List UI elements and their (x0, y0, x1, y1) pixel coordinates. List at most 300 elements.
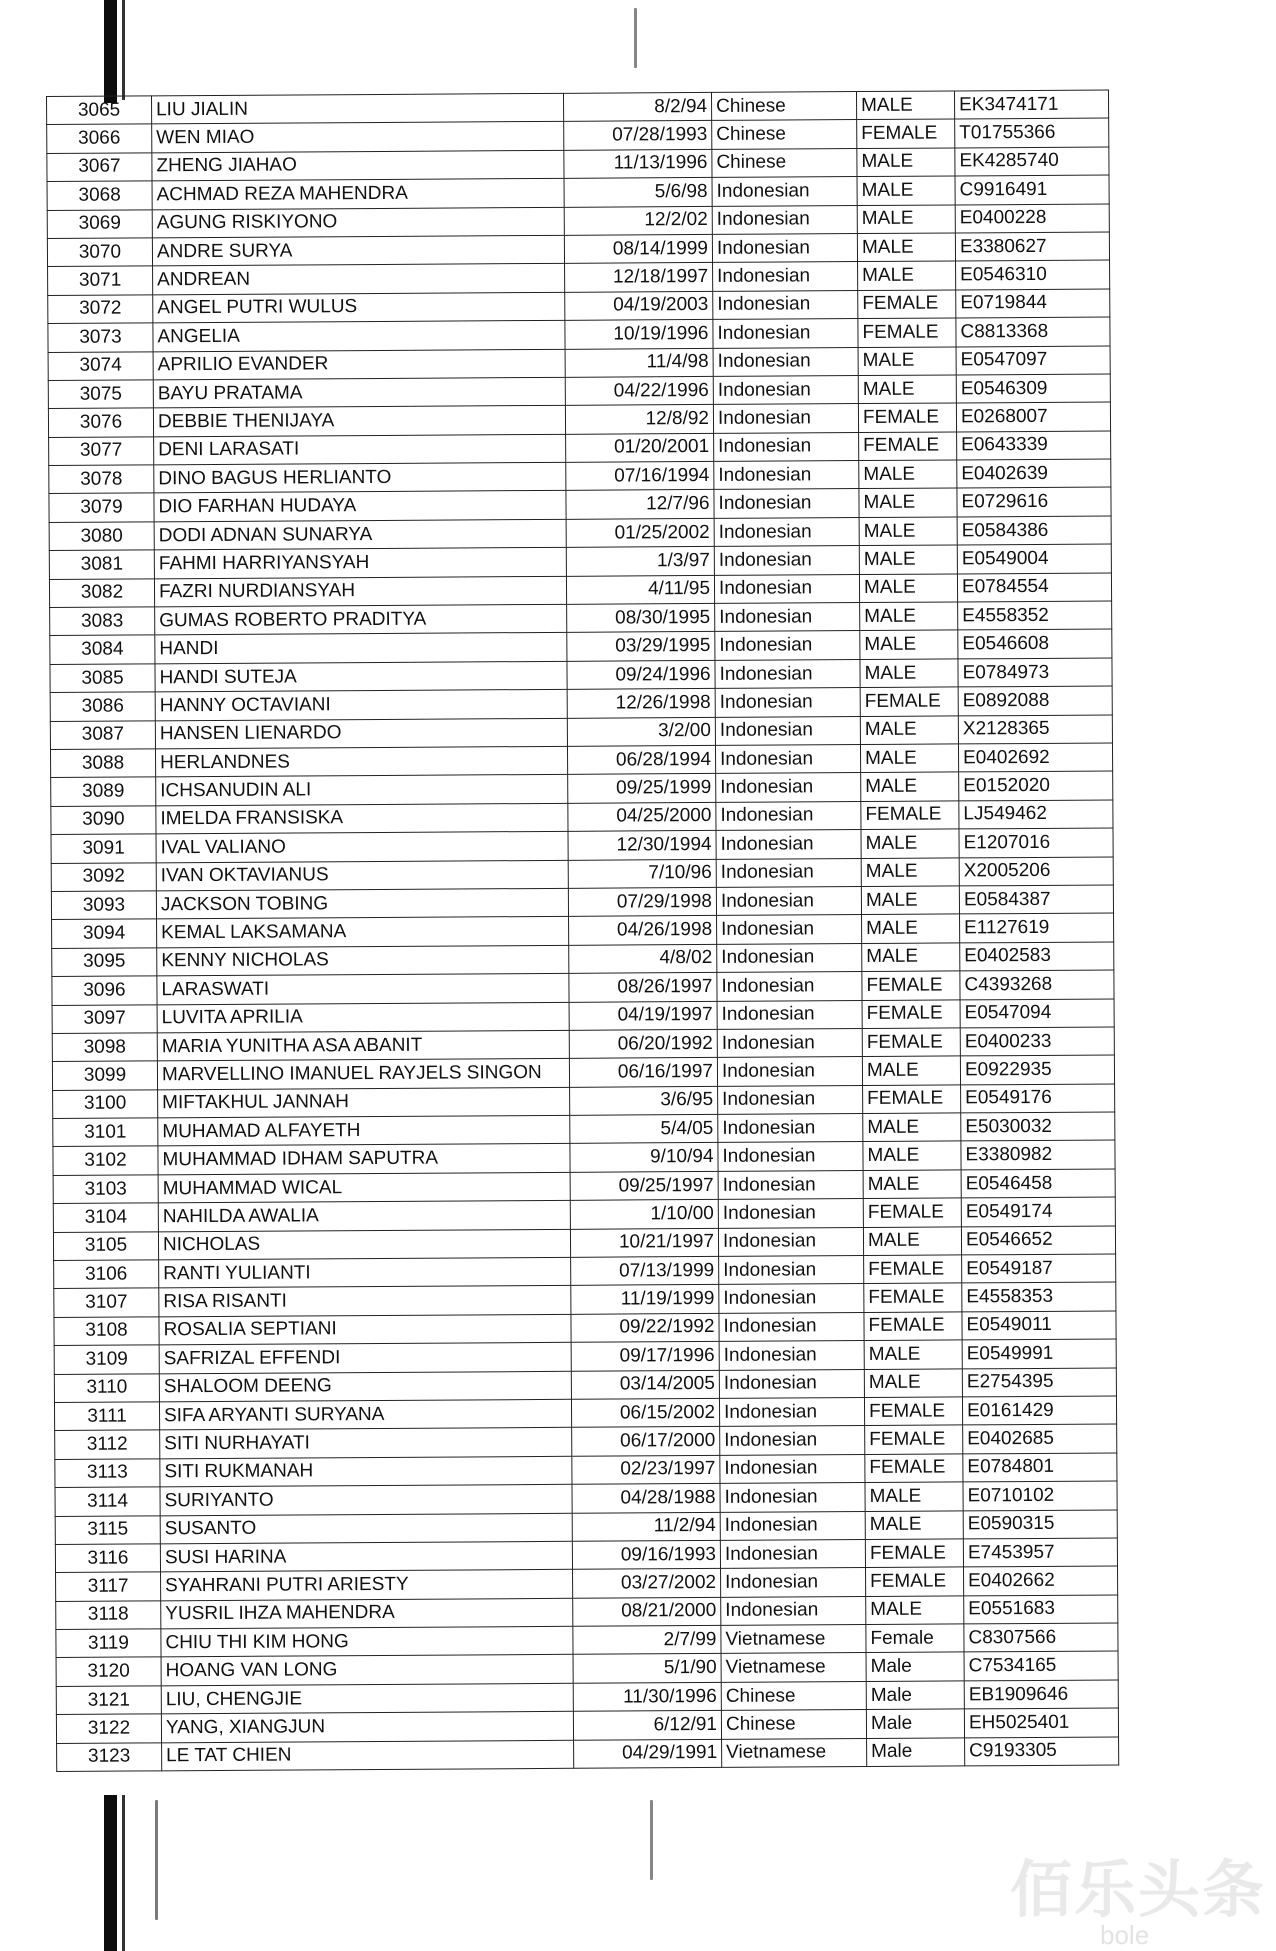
full-name-cell: FAHMI HARRIYANSYAH (154, 548, 566, 579)
full-name-cell: RANTI YULIANTI (159, 1257, 571, 1288)
date-of-birth-cell: 06/17/2000 (572, 1427, 720, 1456)
nationality-cell: Indonesian (716, 830, 861, 859)
row-number-cell: 3085 (50, 664, 155, 693)
passport-number-cell: E0547097 (956, 346, 1110, 375)
sex-cell: MALE (857, 233, 955, 262)
full-name-cell: KEMAL LAKSAMANA (157, 917, 569, 948)
passport-number-cell: EB1909646 (964, 1680, 1118, 1709)
date-of-birth-cell: 09/25/1999 (568, 774, 716, 803)
passport-number-cell: E0549011 (962, 1311, 1116, 1340)
passport-number-cell: E0922935 (960, 1055, 1114, 1084)
nationality-cell: Vietnamese (721, 1625, 866, 1654)
date-of-birth-cell: 06/20/1992 (569, 1029, 717, 1058)
passport-number-cell: E7453957 (963, 1538, 1117, 1567)
date-of-birth-cell: 1/10/00 (570, 1200, 718, 1229)
row-number-cell: 3109 (54, 1345, 159, 1374)
full-name-cell: NAHILDA AWALIA (158, 1201, 570, 1232)
full-name-cell: YANG, XIANGJUN (161, 1712, 573, 1743)
sex-cell: FEMALE (862, 971, 960, 1000)
row-number-cell: 3108 (54, 1317, 159, 1346)
date-of-birth-cell: 07/16/1994 (566, 462, 714, 491)
full-name-cell: SAFRIZAL EFFENDI (159, 1343, 571, 1374)
full-name-cell: AGUNG RISKIYONO (152, 207, 564, 238)
nationality-cell: Indonesian (714, 461, 859, 490)
sex-cell: MALE (856, 91, 954, 120)
date-of-birth-cell: 3/2/00 (567, 717, 715, 746)
full-name-cell: JACKSON TOBING (156, 888, 568, 919)
nationality-cell: Indonesian (717, 1028, 862, 1057)
full-name-cell: LUVITA APRILIA (157, 1002, 569, 1033)
row-number-cell: 3074 (48, 351, 153, 380)
nationality-cell: Indonesian (719, 1312, 864, 1341)
date-of-birth-cell: 10/19/1996 (565, 320, 713, 349)
row-number-cell: 3069 (47, 209, 152, 238)
roster-body (47, 90, 1119, 1772)
nationality-cell: Indonesian (718, 1227, 863, 1256)
watermark-logo-url: bole (1100, 1920, 1150, 1950)
nationality-cell: Indonesian (719, 1397, 864, 1426)
sex-cell: MALE (860, 659, 958, 688)
nationality-cell: Chinese (711, 92, 856, 121)
sex-cell: FEMALE (862, 999, 960, 1028)
full-name-cell: FAZRI NURDIANSYAH (154, 576, 566, 607)
row-number-cell: 3120 (56, 1657, 161, 1686)
passport-number-cell: X2005206 (959, 857, 1113, 886)
row-number-cell: 3071 (48, 266, 153, 295)
full-name-cell: ACHMAD REZA MAHENDRA (152, 179, 564, 210)
sex-cell: MALE (863, 1113, 961, 1142)
row-number-cell: 3110 (54, 1373, 159, 1402)
sex-cell: MALE (859, 545, 957, 574)
row-number-cell: 3103 (53, 1175, 158, 1204)
nationality-cell: Indonesian (720, 1539, 865, 1568)
date-of-birth-cell: 04/29/1991 (574, 1739, 722, 1768)
date-of-birth-cell: 03/27/2002 (573, 1569, 721, 1598)
sex-cell: FEMALE (863, 1198, 961, 1227)
passport-number-cell: C9916491 (955, 175, 1109, 204)
full-name-cell: ANGELIA (153, 320, 565, 351)
sex-cell: MALE (863, 1227, 961, 1256)
passport-number-cell: E1127619 (960, 913, 1114, 942)
row-number-cell: 3084 (50, 635, 155, 664)
passport-number-cell: EK3474171 (954, 90, 1108, 119)
row-number-cell: 3106 (54, 1260, 159, 1289)
passport-number-cell: T01755366 (955, 118, 1109, 147)
nationality-cell: Indonesian (713, 375, 858, 404)
full-name-cell: SUSI HARINA (160, 1541, 572, 1572)
full-name-cell: MARIA YUNITHA ASA ABANIT (157, 1030, 569, 1061)
passport-number-cell: E0402662 (964, 1566, 1118, 1595)
row-number-cell: 3066 (47, 124, 152, 153)
row-number-cell: 3097 (52, 1004, 157, 1033)
sex-cell: MALE (864, 1369, 962, 1398)
full-name-cell: DEBBIE THENIJAYA (153, 406, 565, 437)
date-of-birth-cell: 06/16/1997 (569, 1058, 717, 1087)
nationality-cell: Indonesian (713, 290, 858, 319)
sex-cell: MALE (857, 148, 955, 177)
row-number-cell: 3082 (49, 578, 154, 607)
row-number-cell: 3112 (55, 1430, 160, 1459)
passport-number-cell: E0402692 (958, 743, 1112, 772)
passport-number-cell: E0549176 (961, 1084, 1115, 1113)
row-number-cell: 3092 (51, 862, 156, 891)
sex-cell: FEMALE (864, 1312, 962, 1341)
row-number-cell: 3073 (48, 323, 153, 352)
nationality-cell: Chinese (712, 148, 857, 177)
date-of-birth-cell: 09/17/1996 (571, 1342, 719, 1371)
sex-cell: MALE (861, 857, 959, 886)
full-name-cell: MUHAMMAD WICAL (158, 1172, 570, 1203)
passport-number-cell: C7534165 (964, 1651, 1118, 1680)
sex-cell: FEMALE (857, 119, 955, 148)
passport-number-cell: E0549174 (961, 1197, 1115, 1226)
nationality-cell: Chinese (721, 1681, 866, 1710)
date-of-birth-cell: 9/10/94 (570, 1143, 718, 1172)
full-name-cell: DODI ADNAN SUNARYA (154, 519, 566, 550)
sex-cell: MALE (859, 574, 957, 603)
sex-cell: FEMALE (864, 1283, 962, 1312)
sex-cell: FEMALE (860, 687, 958, 716)
row-number-cell: 3122 (56, 1714, 161, 1743)
row-number-cell: 3093 (51, 891, 156, 920)
sex-cell: MALE (860, 630, 958, 659)
date-of-birth-cell: 11/4/98 (565, 348, 713, 377)
full-name-cell: ANGEL PUTRI WULUS (153, 292, 565, 323)
nationality-cell: Indonesian (717, 915, 862, 944)
row-number-cell: 3080 (49, 522, 154, 551)
full-name-cell: IMELDA FRANSISKA (156, 803, 568, 834)
full-name-cell: HANDI (155, 633, 567, 664)
full-name-cell: ANDRE SURYA (152, 235, 564, 266)
full-name-cell: IVAL VALIANO (156, 831, 568, 862)
row-number-cell: 3068 (47, 181, 152, 210)
full-name-cell: ROSALIA SEPTIANI (159, 1314, 571, 1345)
sex-cell: FEMALE (865, 1454, 963, 1483)
table-row (57, 1737, 1119, 1772)
nationality-cell: Vietnamese (721, 1653, 866, 1682)
nationality-cell: Indonesian (718, 1114, 863, 1143)
sex-cell: MALE (858, 375, 956, 404)
sex-cell: MALE (857, 205, 955, 234)
full-name-cell: DINO BAGUS HERLIANTO (154, 462, 566, 493)
sex-cell: MALE (863, 1141, 961, 1170)
date-of-birth-cell: 4/8/02 (569, 944, 717, 973)
row-number-cell: 3119 (56, 1629, 161, 1658)
passport-number-cell: E0729616 (957, 487, 1111, 516)
full-name-cell: KENNY NICHOLAS (157, 945, 569, 976)
nationality-cell: Indonesian (715, 631, 860, 660)
date-of-birth-cell: 12/2/02 (564, 206, 712, 235)
passport-number-cell: E0584386 (957, 516, 1111, 545)
date-of-birth-cell: 09/24/1996 (567, 660, 715, 689)
passport-number-cell: E4558353 (962, 1282, 1116, 1311)
nationality-cell: Indonesian (716, 773, 861, 802)
row-number-cell: 3118 (56, 1601, 161, 1630)
sex-cell: FEMALE (866, 1567, 964, 1596)
sex-cell: MALE (865, 1482, 963, 1511)
sex-cell: MALE (866, 1596, 964, 1625)
sex-cell: FEMALE (862, 1028, 960, 1057)
row-number-cell: 3079 (49, 493, 154, 522)
nationality-cell: Indonesian (714, 489, 859, 518)
nationality-cell: Indonesian (719, 1369, 864, 1398)
nationality-cell: Indonesian (714, 546, 859, 575)
sex-cell: Female (866, 1624, 964, 1653)
row-number-cell: 3123 (57, 1742, 162, 1771)
nationality-cell: Indonesian (717, 972, 862, 1001)
row-number-cell: 3072 (48, 295, 153, 324)
passport-number-cell: EH5025401 (964, 1708, 1118, 1737)
row-number-cell: 3086 (50, 692, 155, 721)
nationality-cell: Indonesian (716, 801, 861, 830)
passport-number-cell: E0402685 (963, 1424, 1117, 1453)
passport-number-cell: C9193305 (965, 1737, 1119, 1766)
row-number-cell: 3104 (53, 1203, 158, 1232)
nationality-cell: Indonesian (718, 1199, 863, 1228)
nationality-cell: Indonesian (721, 1568, 866, 1597)
nationality-cell: Chinese (712, 120, 857, 149)
date-of-birth-cell: 02/23/1997 (572, 1455, 720, 1484)
full-name-cell: LIU, CHENGJIE (161, 1683, 573, 1714)
passport-number-cell: E0710102 (963, 1481, 1117, 1510)
date-of-birth-cell: 03/29/1995 (567, 632, 715, 661)
row-number-cell: 3111 (54, 1402, 159, 1431)
passport-number-cell: E0400233 (960, 1027, 1114, 1056)
date-of-birth-cell: 11/30/1996 (573, 1682, 721, 1711)
date-of-birth-cell: 12/18/1997 (565, 263, 713, 292)
full-name-cell: HOANG VAN LONG (161, 1655, 573, 1686)
row-number-cell: 3098 (52, 1033, 157, 1062)
date-of-birth-cell: 04/26/1998 (569, 916, 717, 945)
date-of-birth-cell: 1/3/97 (566, 547, 714, 576)
date-of-birth-cell: 12/26/1998 (567, 689, 715, 718)
row-number-cell: 3077 (49, 437, 154, 466)
full-name-cell: ICHSANUDIN ALI (156, 775, 568, 806)
date-of-birth-cell: 11/13/1996 (564, 149, 712, 178)
full-name-cell: MARVELLINO IMANUEL RAYJELS SINGON (157, 1059, 569, 1090)
sex-cell: MALE (859, 517, 957, 546)
passport-number-cell: E0547094 (960, 998, 1114, 1027)
date-of-birth-cell: 7/10/96 (568, 859, 716, 888)
nationality-cell: Indonesian (718, 1170, 863, 1199)
sex-cell: FEMALE (865, 1539, 963, 1568)
passport-number-cell: E5030032 (961, 1112, 1115, 1141)
full-name-cell: SUSANTO (160, 1513, 572, 1544)
full-name-cell: YUSRIL IHZA MAHENDRA (161, 1598, 573, 1629)
sex-cell: FEMALE (865, 1425, 963, 1454)
nationality-cell: Indonesian (717, 1057, 862, 1086)
passport-number-cell: E0584387 (959, 885, 1113, 914)
passport-number-cell: E0546309 (956, 374, 1110, 403)
date-of-birth-cell: 07/13/1999 (571, 1256, 719, 1285)
nationality-cell: Indonesian (715, 745, 860, 774)
nationality-cell: Indonesian (714, 432, 859, 461)
date-of-birth-cell: 07/28/1993 (564, 121, 712, 150)
scan-speck (634, 8, 637, 68)
full-name-cell: SITI NURHAYATI (160, 1428, 572, 1459)
passport-number-cell: E0643339 (957, 431, 1111, 460)
sex-cell: MALE (859, 488, 957, 517)
sex-cell: MALE (861, 772, 959, 801)
nationality-cell: Vietnamese (722, 1738, 867, 1767)
full-name-cell: APRILIO EVANDER (153, 349, 565, 380)
passport-number-cell: E0551683 (964, 1595, 1118, 1624)
passenger-roster-table (46, 90, 1119, 1773)
sex-cell: FEMALE (864, 1397, 962, 1426)
passport-number-cell: E0590315 (963, 1510, 1117, 1539)
date-of-birth-cell: 2/7/99 (573, 1625, 721, 1654)
nationality-cell: Indonesian (720, 1454, 865, 1483)
full-name-cell: SHALOOM DEENG (159, 1371, 571, 1402)
sex-cell: MALE (862, 943, 960, 972)
passport-number-cell: E0546310 (956, 260, 1110, 289)
passport-number-cell: X2128365 (958, 715, 1112, 744)
row-number-cell: 3091 (51, 834, 156, 863)
nationality-cell: Indonesian (717, 1000, 862, 1029)
row-number-cell: 3100 (53, 1090, 158, 1119)
sex-cell: Male (867, 1738, 965, 1767)
date-of-birth-cell: 12/8/92 (565, 405, 713, 434)
full-name-cell: LE TAT CHIEN (162, 1740, 574, 1771)
nationality-cell: Indonesian (721, 1596, 866, 1625)
date-of-birth-cell: 04/22/1996 (565, 376, 713, 405)
nationality-cell: Indonesian (715, 659, 860, 688)
date-of-birth-cell: 04/28/1988 (572, 1484, 720, 1513)
passport-number-cell: E3380627 (955, 232, 1109, 261)
date-of-birth-cell: 09/22/1992 (571, 1313, 719, 1342)
passport-number-cell: E0784973 (958, 658, 1112, 687)
nationality-cell: Indonesian (720, 1483, 865, 1512)
date-of-birth-cell: 12/7/96 (566, 490, 714, 519)
nationality-cell: Indonesian (713, 319, 858, 348)
date-of-birth-cell: 07/29/1998 (568, 887, 716, 916)
row-number-cell: 3096 (52, 976, 157, 1005)
sex-cell: FEMALE (864, 1255, 962, 1284)
nationality-cell: Indonesian (718, 1085, 863, 1114)
nationality-cell: Chinese (721, 1710, 866, 1739)
row-number-cell: 3121 (56, 1686, 161, 1715)
nationality-cell: Indonesian (713, 347, 858, 376)
date-of-birth-cell: 06/15/2002 (571, 1398, 719, 1427)
full-name-cell: DENI LARASATI (154, 434, 566, 465)
row-number-cell: 3107 (54, 1288, 159, 1317)
watermark-logo: 佰乐头条 (1010, 1856, 1267, 1925)
nationality-cell: Indonesian (720, 1426, 865, 1455)
row-number-cell: 3065 (47, 96, 152, 125)
passport-number-cell: E0892088 (958, 686, 1112, 715)
sex-cell: FEMALE (859, 432, 957, 461)
passport-number-cell: E0546652 (961, 1226, 1115, 1255)
date-of-birth-cell: 8/2/94 (563, 92, 711, 121)
row-number-cell: 3113 (55, 1459, 160, 1488)
nationality-cell: Indonesian (712, 177, 857, 206)
date-of-birth-cell: 03/14/2005 (571, 1370, 719, 1399)
row-number-cell: 3116 (55, 1544, 160, 1573)
full-name-cell: HANDI SUTEJA (155, 661, 567, 692)
date-of-birth-cell: 01/25/2002 (566, 518, 714, 547)
scan-binding-line-bottom (122, 1795, 125, 1951)
passport-number-cell: E4558352 (958, 601, 1112, 630)
row-number-cell: 3114 (55, 1487, 160, 1516)
full-name-cell: CHIU THI KIM HONG (161, 1626, 573, 1657)
row-number-cell: 3067 (47, 153, 152, 182)
sex-cell: MALE (861, 886, 959, 915)
passport-number-cell: E0784801 (963, 1453, 1117, 1482)
sex-cell: MALE (857, 176, 955, 205)
passport-number-cell: E0546458 (961, 1169, 1115, 1198)
passport-number-cell: C8813368 (956, 317, 1110, 346)
date-of-birth-cell: 12/30/1994 (568, 831, 716, 860)
date-of-birth-cell: 08/21/2000 (573, 1597, 721, 1626)
passport-number-cell: EK4285740 (955, 147, 1109, 176)
passport-number-cell: LJ549462 (959, 800, 1113, 829)
full-name-cell: HANNY OCTAVIANI (155, 690, 567, 721)
sex-cell: FEMALE (858, 318, 956, 347)
row-number-cell: 3083 (50, 607, 155, 636)
row-number-cell: 3087 (50, 720, 155, 749)
sex-cell: MALE (860, 602, 958, 631)
scan-speck (650, 1800, 653, 1880)
row-number-cell: 3070 (47, 238, 152, 267)
passport-number-cell: E1207016 (959, 828, 1113, 857)
date-of-birth-cell: 5/4/05 (570, 1114, 718, 1143)
passport-number-cell: E2754395 (962, 1368, 1116, 1397)
passport-number-cell: E0402639 (957, 459, 1111, 488)
date-of-birth-cell: 5/6/98 (564, 178, 712, 207)
full-name-cell: NICHOLAS (158, 1229, 570, 1260)
row-number-cell: 3094 (52, 919, 157, 948)
sex-cell: MALE (862, 914, 960, 943)
full-name-cell: ANDREAN (153, 264, 565, 295)
nationality-cell: Indonesian (715, 603, 860, 632)
date-of-birth-cell: 01/20/2001 (566, 433, 714, 462)
passport-number-cell: E0161429 (962, 1396, 1116, 1425)
passport-number-cell: E3380982 (961, 1140, 1115, 1169)
passport-number-cell: E0268007 (956, 402, 1110, 431)
nationality-cell: Indonesian (712, 233, 857, 262)
full-name-cell: BAYU PRATAMA (153, 377, 565, 408)
full-name-cell: WEN MIAO (152, 122, 564, 153)
sex-cell: FEMALE (861, 801, 959, 830)
row-number-cell: 3088 (50, 749, 155, 778)
date-of-birth-cell: 08/30/1995 (567, 603, 715, 632)
full-name-cell: MUHAMMAD IDHAM SAPUTRA (158, 1144, 570, 1175)
date-of-birth-cell: 10/21/1997 (570, 1228, 718, 1257)
sex-cell: Male (866, 1681, 964, 1710)
row-number-cell: 3105 (53, 1231, 158, 1260)
passport-number-cell: E0152020 (959, 771, 1113, 800)
sex-cell: Male (866, 1709, 964, 1738)
sex-cell: MALE (861, 829, 959, 858)
full-name-cell: IVAN OKTAVIANUS (156, 860, 568, 891)
full-name-cell: HANSEN LIENARDO (155, 718, 567, 749)
nationality-cell: Indonesian (720, 1511, 865, 1540)
full-name-cell: MUHAMAD ALFAYETH (158, 1115, 570, 1146)
full-name-cell: LIU JIALIN (152, 93, 564, 124)
row-number-cell: 3090 (51, 806, 156, 835)
nationality-cell: Indonesian (714, 574, 859, 603)
nationality-cell: Indonesian (715, 716, 860, 745)
full-name-cell: MIFTAKHUL JANNAH (158, 1087, 570, 1118)
row-number-cell: 3078 (49, 465, 154, 494)
passport-number-cell: E0784554 (957, 573, 1111, 602)
date-of-birth-cell: 11/2/94 (572, 1512, 720, 1541)
scan-binding-line-top (122, 0, 125, 100)
passport-number-cell: E0400228 (955, 204, 1109, 233)
row-number-cell: 3102 (53, 1146, 158, 1175)
passport-number-cell: E0549991 (962, 1339, 1116, 1368)
date-of-birth-cell: 11/19/1999 (571, 1285, 719, 1314)
